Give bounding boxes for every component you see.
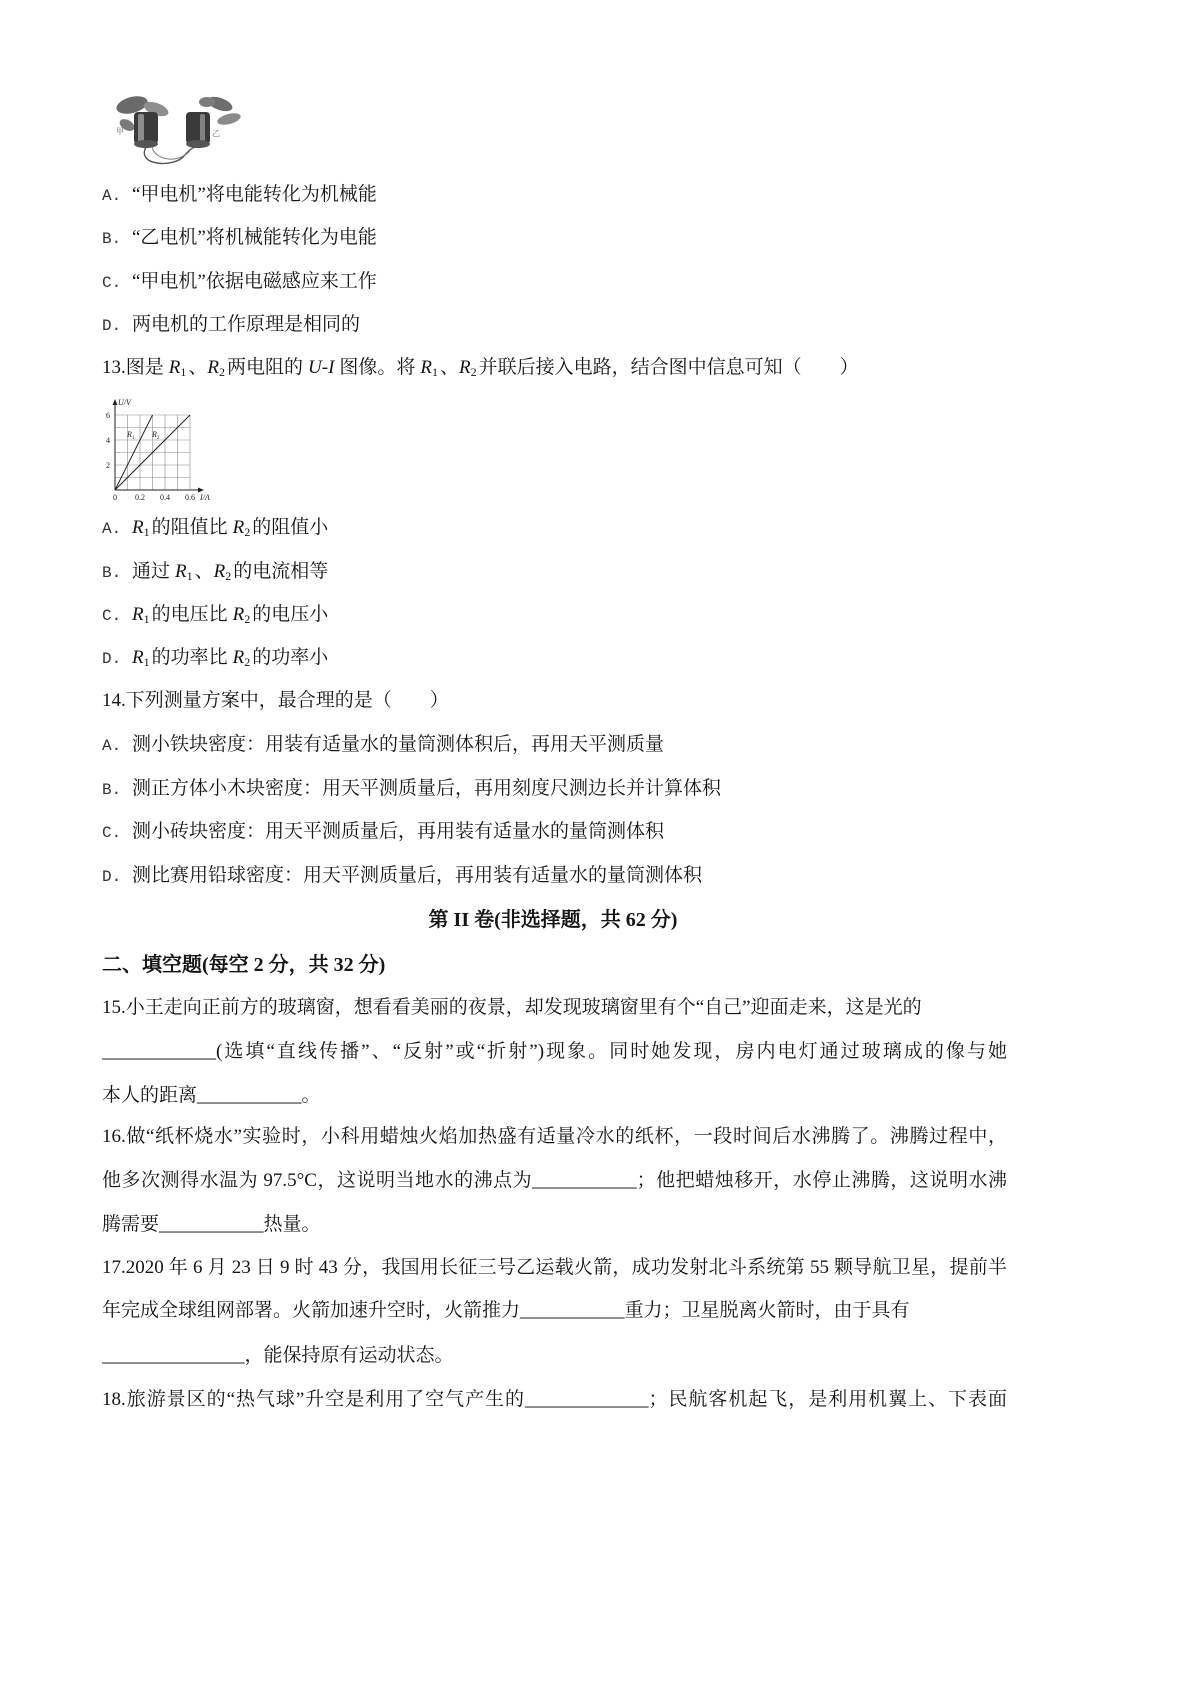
- option-text: 测比赛用铅球密度：用天平测质量后，再用装有适量水的量筒测体积: [132, 865, 703, 886]
- series-label-main: R: [127, 430, 132, 439]
- option-letter: B.: [102, 230, 122, 248]
- resistor-symbol: R: [175, 561, 187, 582]
- q13-option-a: [102, 515, 1007, 541]
- option-text: 测小铁块密度：用装有适量水的量筒测体积后，再用天平测质量: [132, 734, 665, 755]
- q12-option-a: [102, 182, 1007, 208]
- q15-line: ____________(选填“直线传播”、“反射”或“折射”)现象。同时她发现，房内电灯通过玻璃成的像与她: [102, 1041, 1007, 1062]
- y-tick-label: 6: [106, 411, 110, 420]
- option-letter: A.: [102, 737, 122, 755]
- subscript: 2: [225, 569, 232, 583]
- resistor-symbol: R: [132, 517, 144, 538]
- subscript: 1: [143, 525, 150, 539]
- option-text: “甲电机”将电能转化为机械能: [132, 184, 377, 205]
- motor-body: [134, 112, 158, 144]
- resistor-symbol: R: [459, 357, 471, 378]
- resistor-symbol: R: [207, 357, 219, 378]
- y-axis-arrow: [113, 399, 118, 405]
- motor-highlight: [200, 114, 205, 142]
- subscript: 1: [180, 365, 187, 379]
- option-letter: C.: [102, 824, 122, 842]
- option-text: 的电压小: [252, 604, 329, 625]
- resistor-symbol: R: [132, 647, 144, 668]
- y-axis-label: U/V: [118, 398, 131, 407]
- subscript: 1: [143, 612, 150, 626]
- option-letter: A.: [102, 187, 122, 205]
- q14-option-d: [102, 863, 1007, 889]
- option-letter: D.: [102, 650, 122, 668]
- q15-line: 15.小王走向正前方的玻璃窗，想看看美丽的夜景，却发现玻璃窗里有个“自己”迎面走来，这是光的: [102, 997, 922, 1018]
- option-letter: B.: [102, 564, 122, 582]
- stem-text: 、: [188, 357, 208, 378]
- q14-option-c: [102, 819, 1007, 845]
- motor-base: [186, 140, 210, 148]
- series-label-sub: 2: [156, 436, 160, 441]
- subscript: 1: [186, 569, 193, 583]
- y-tick-label: 2: [106, 461, 110, 470]
- q18-line: 18.旅游景区的“热气球”升空是利用了空气产生的_____________；民航客机起飞，是利用机翼上、下表面: [102, 1389, 1007, 1410]
- stem-text: 两电阻的: [227, 357, 304, 378]
- series-label-main: R: [152, 430, 157, 439]
- subscript: 2: [244, 655, 251, 669]
- q13-option-b: [102, 559, 1007, 585]
- series-label-sub: 1: [131, 436, 135, 441]
- option-text: 的阻值比: [151, 517, 228, 538]
- option-letter: D.: [102, 868, 122, 886]
- q17-line: 17.2020 年 6 月 23 日 9 时 43 分，我国用长征三号乙运载火箭，成功发射北斗系统第 55 颗导航卫星，提前半: [102, 1257, 1007, 1278]
- subscript: 2: [470, 365, 477, 379]
- option-text: 的电压比: [151, 604, 228, 625]
- q15-line: 本人的距离___________。: [102, 1085, 321, 1106]
- motor-yi: [186, 94, 242, 148]
- resistor-symbol: R: [420, 357, 433, 378]
- option-text: 、: [194, 561, 214, 582]
- question-number: 13.: [102, 357, 126, 378]
- ui-symbol: U-I: [308, 357, 335, 378]
- q16-line: 16.做“纸杯烧水”实验时，小科用蜡烛火焰加热盛有适量冷水的纸杯，一段时间后水沸腾了。沸腾过程中，: [102, 1126, 1007, 1147]
- q12-option-b: [102, 225, 1007, 251]
- section-heading: 二、填空题(每空 2 分，共 32 分): [102, 954, 386, 976]
- y-tick-label: 4: [106, 436, 110, 445]
- subscript: 1: [432, 365, 439, 379]
- option-letter: A.: [102, 520, 122, 538]
- subscript: 1: [143, 655, 150, 669]
- option-text: 通过: [132, 561, 171, 582]
- resistor-symbol: R: [132, 604, 144, 625]
- x-axis-arrow: [198, 488, 204, 493]
- option-text: “乙电机”将机械能转化为电能: [132, 227, 377, 248]
- subscript: 2: [244, 612, 251, 626]
- stem-text: 并联后接入电路，结合图中信息可知（ ）: [478, 357, 859, 378]
- fan-blade: [199, 97, 215, 107]
- q17-line: _______________，能保持原有运动状态。: [102, 1345, 454, 1366]
- motor-highlight: [138, 114, 144, 142]
- fan-blade: [216, 111, 242, 127]
- option-letter: C.: [102, 274, 122, 292]
- q13-option-d: [102, 645, 1007, 671]
- option-text: 的电流相等: [233, 561, 329, 582]
- stem-text: 图像。将: [339, 357, 416, 378]
- option-text: 测小砖块密度：用天平测质量后，再用装有适量水的量筒测体积: [132, 821, 665, 842]
- option-text: 的功率比: [151, 647, 228, 668]
- subscript: 2: [219, 365, 225, 379]
- x-tick-label: 0.4: [160, 493, 170, 502]
- motor-body: [186, 112, 210, 144]
- option-text: 测正方体小木块密度：用天平测质量后，再用刻度尺测边长并计算体积: [132, 778, 722, 799]
- option-text: 两电机的工作原理是相同的: [132, 314, 361, 335]
- option-text: 的阻值小: [252, 517, 329, 538]
- option-letter: C.: [102, 607, 122, 625]
- option-text: “甲电机”依据电磁感应来工作: [132, 271, 377, 292]
- stem-text: 、: [440, 357, 460, 378]
- option-letter: D.: [102, 317, 122, 335]
- x-tick-label: 0: [113, 493, 117, 502]
- resistor-symbol: R: [168, 357, 181, 378]
- option-letter: B.: [102, 781, 122, 799]
- motors-figure: [112, 92, 242, 168]
- q14-stem: 14.下列测量方案中，最合理的是（ ）: [102, 690, 449, 711]
- q12-option-d: [102, 312, 1007, 338]
- label-jia: 甲: [116, 127, 124, 136]
- resistor-symbol: R: [232, 604, 245, 625]
- x-tick-label: 0.2: [135, 493, 145, 502]
- motor-jia: [114, 93, 170, 148]
- x-tick-label: 0.6: [185, 493, 195, 502]
- q16-line: 他多次测得水温为 97.5°C，这说明当地水的沸点为___________；他把蜡烛移开，水停止沸腾，这说明水沸: [102, 1170, 1007, 1191]
- option-text: 的功率小: [252, 647, 329, 668]
- subscript: 2: [244, 525, 251, 539]
- q14-option-b: [102, 776, 1007, 802]
- q14-option-a: [102, 732, 1007, 758]
- q16-line: 腾需要___________热量。: [102, 1214, 321, 1235]
- stem-text: 图是: [125, 357, 164, 378]
- q13-ui-graph: [100, 395, 225, 503]
- q13-option-c: [102, 602, 1007, 628]
- part2-title: 第 II 卷(非选择题，共 62 分): [428, 909, 678, 931]
- motor-base: [134, 140, 158, 148]
- resistor-symbol: R: [232, 517, 245, 538]
- q12-option-c: [102, 269, 1007, 295]
- x-axis-label: I/A: [200, 493, 210, 502]
- q17-line: 年完成全球组网部署。火箭加速升空时，火箭推力___________重力；卫星脱离火箭时，由于具有: [102, 1300, 910, 1321]
- resistor-symbol: R: [213, 561, 226, 582]
- resistor-symbol: R: [232, 647, 245, 668]
- q13-stem: [102, 355, 1007, 381]
- label-yi: 乙: [212, 129, 220, 138]
